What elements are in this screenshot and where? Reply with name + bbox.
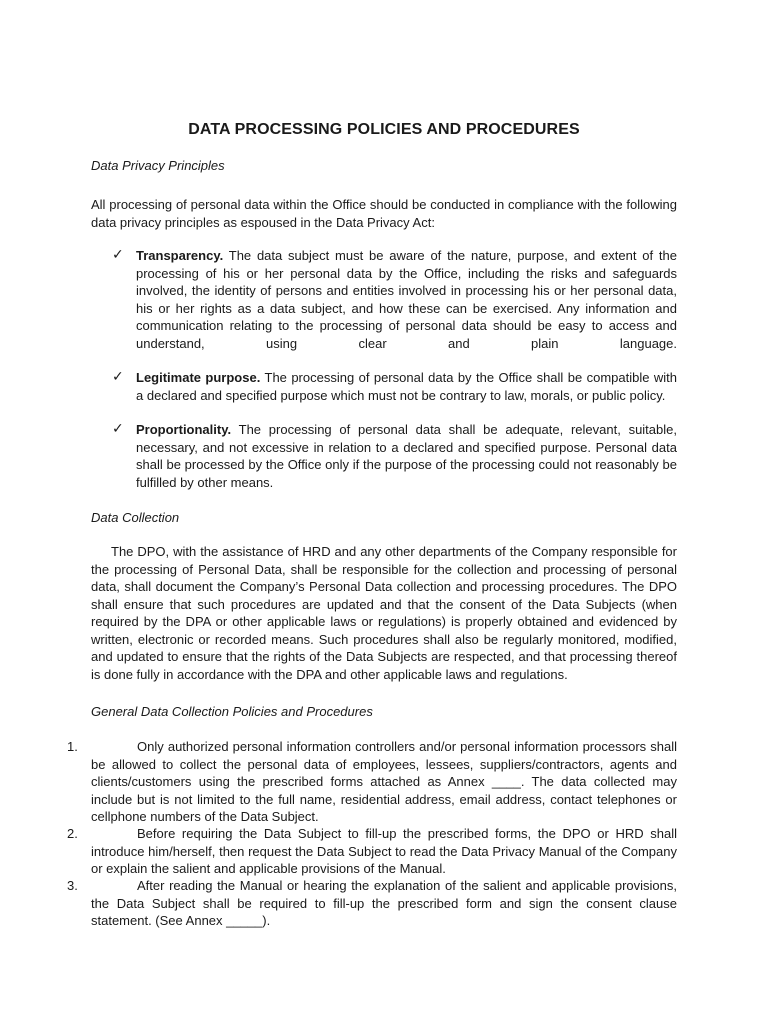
- bullet-proportionality: [112, 421, 677, 491]
- list-item-text: Only authorized personal information controllers and/or personal information processors shall be allowed to collect the personal data of employees, lessees, suppliers/contractors, agents and clients/customers using the prescribed forms attached as Annex ____. The data collected may include but is not limited to the full name, residential address, email address, contact telephones or cellphone numbers of the Data Subject.: [91, 739, 677, 824]
- bullet-term: Transparency.: [136, 248, 224, 263]
- list-item-body: [91, 738, 677, 826]
- list-item: [67, 738, 677, 826]
- principles-intro: All processing of personal data within the Office should be conducted in compliance with the following data privacy principles as espoused in the Data Privacy Act:: [91, 197, 677, 230]
- list-item-body: [91, 877, 677, 930]
- checkmark-icon: ✓: [112, 369, 124, 385]
- section-heading-general: General Data Collection Policies and Procedures: [91, 704, 373, 719]
- section-heading-principles: Data Privacy Principles: [91, 158, 225, 173]
- list-item-text: After reading the Manual or hearing the explanation of the salient and applicable provisions, the Data Subject shall be required to fill-up the prescribed form and sign the consent clause statement. (See Annex _____).: [91, 878, 677, 928]
- bullet-body: [136, 247, 677, 352]
- collection-body: The DPO, with the assistance of HRD and any other departments of the Company responsible for the processing of Personal Data, shall be responsible for the collection and processing of personal data, shall document the Company’s Personal Data collection and processing procedures. The DPO shall ensure that such procedures are updated and that the consent of the Data Subjects (when required by the DPA or other applicable laws or regulations) is properly obtained and evidenced by written, electronic or recorded means. Such procedures shall also be regularly monitored, modified, and updated to ensure that the rights of the Data Subjects are respected, and that processing thereof is done fully in accordance with the DPA and other applicable laws and regulations.: [91, 544, 677, 682]
- bullet-transparency: [112, 247, 677, 352]
- checkmark-icon: ✓: [112, 247, 124, 263]
- bullet-term: Proportionality.: [136, 422, 232, 437]
- bullet-legitimate-purpose: [112, 369, 677, 404]
- checkmark-icon: ✓: [112, 421, 124, 437]
- bullet-term: Legitimate purpose.: [136, 370, 261, 385]
- bullet-body: [136, 421, 677, 491]
- bullet-body: [136, 369, 677, 404]
- section-heading-collection: Data Collection: [91, 510, 180, 525]
- bullet-text: The processing of personal data by the Office shall be compatible with a declared and specified purpose which must not be contrary to law, morals, or public policy.: [136, 370, 677, 403]
- list-number: 2.: [67, 826, 78, 841]
- list-number: 1.: [67, 739, 78, 754]
- list-number: 3.: [67, 878, 78, 893]
- document-title: DATA PROCESSING POLICIES AND PROCEDURES: [188, 121, 580, 138]
- list-item-body: [91, 825, 677, 878]
- list-item-text: Before requiring the Data Subject to fill-up the prescribed forms, the DPO or HRD shall introduce him/herself, then request the Data Subject to read the Data Privacy Manual of the Company or explain the salient and applicable provisions of the Manual.: [91, 826, 677, 876]
- bullet-text: The processing of personal data shall be adequate, relevant, suitable, necessary, and not excessive in relation to a declared and specified purpose. Personal data shall be processed by the Office only if the purpose of the processing could not reasonably be fulfilled by other means.: [136, 422, 677, 490]
- list-item: [67, 877, 677, 930]
- list-item: [67, 825, 677, 878]
- bullet-text: The data subject must be aware of the nature, purpose, and extent of the processing of his or her personal data by the Office, including the risks and safeguards involved, the identity of persons and entities involved in processing his or her personal data, his or her rights as a data subject, and how these can be exercised. Any information and communication relating to the processing of personal data should be easy to access and understand, using clear and plain language.: [136, 248, 677, 351]
